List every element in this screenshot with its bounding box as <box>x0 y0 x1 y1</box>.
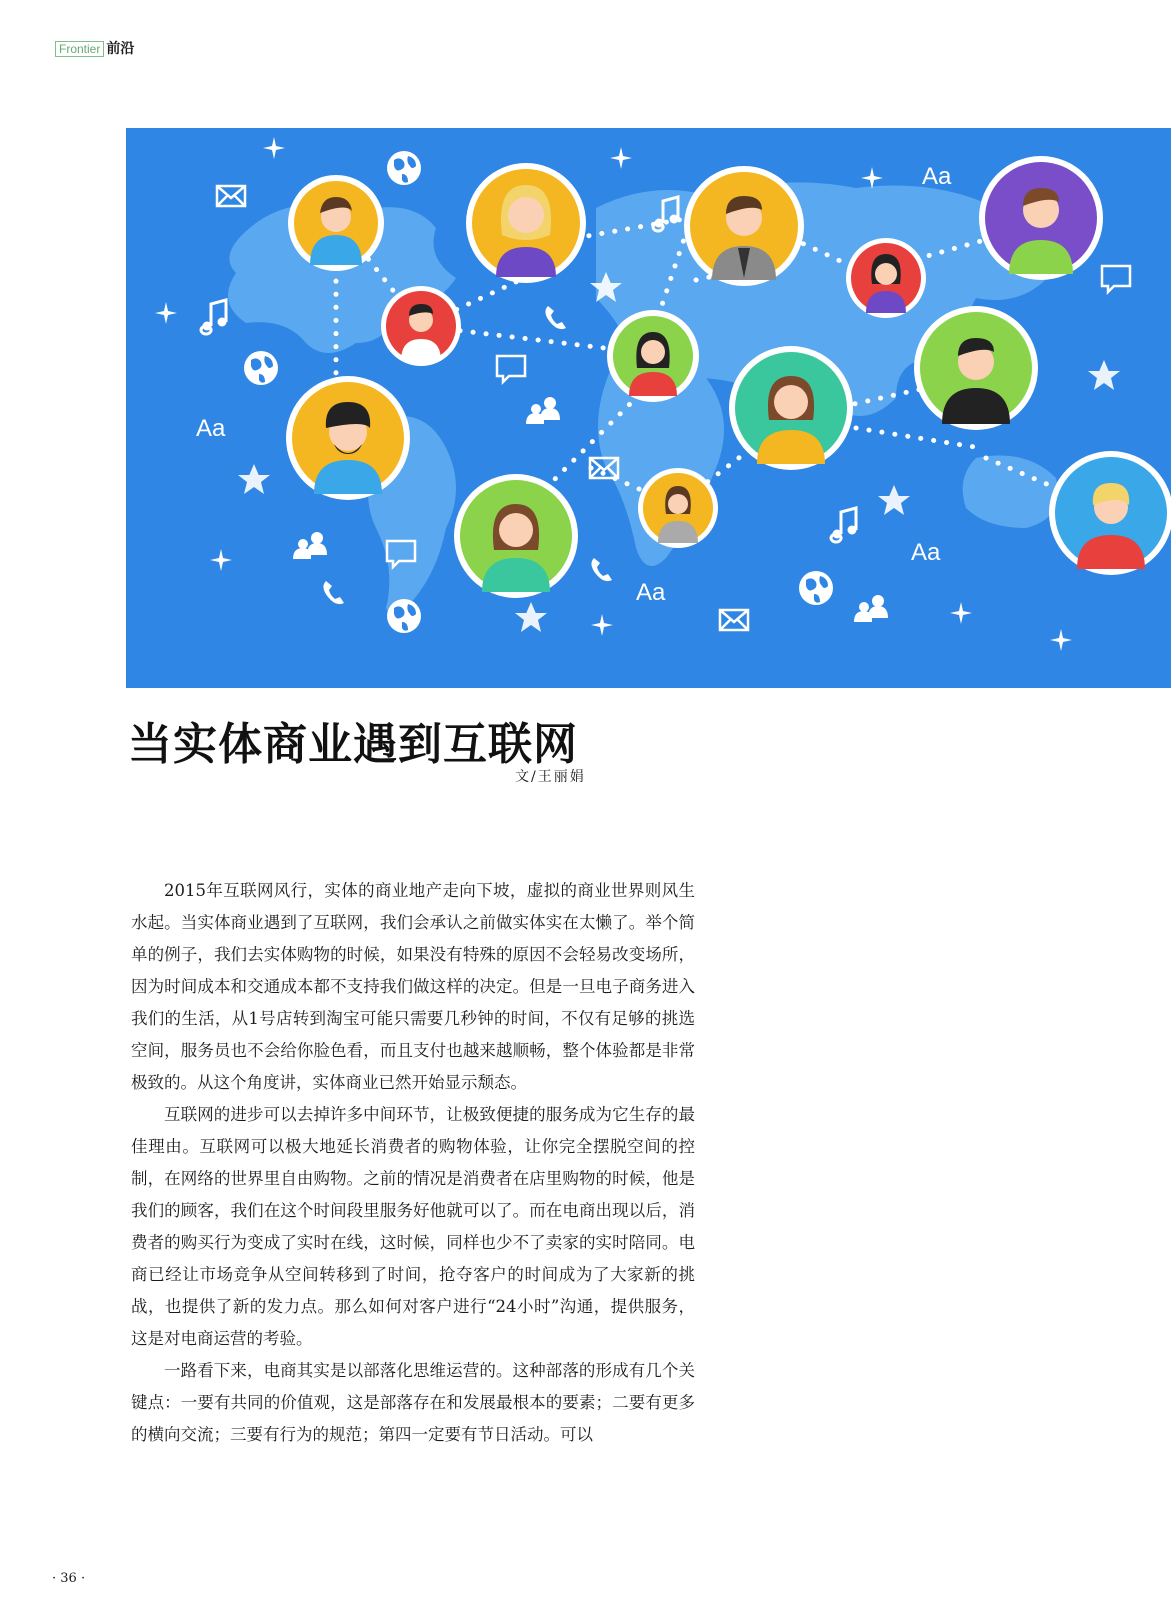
section-label-cn: 前沿 <box>106 41 135 57</box>
avatar <box>914 306 1038 430</box>
paragraph: 2015年互联网风行，实体的商业地产走向下坡，虚拟的商业世界则风生水起。当实体商业遇到了互联网，我们会承认之前做实体实在太懒了。举个简单的例子，我们去实体购物的时候，如果没有特殊的原因不会轻易改变场所，因为时间成本和交通成本都不支持我们做这样的决定。但是一旦电子商务进入我们的生活，从1号店转到淘宝可能只需要几秒钟的时间，不仅有足够的挑选空间，服务员也不会给你脸色看，而且支付也越来越顺畅，整个体验都是非常极致的。从这个角度讲，实体商业已然开始显示颓态。 <box>131 881 695 1092</box>
avatar <box>466 163 586 283</box>
section-tag-en: Frontier <box>55 41 104 57</box>
avatar <box>288 175 384 271</box>
paragraph: 互联网的进步可以去掉许多中间环节，让极致便捷的服务成为它生存的最佳理由。互联网可以极大地延长消费者的购物体验，让你完全摆脱空间的控制，在网络的世界里自由购物。之前的情况是消费者在店里购物的时候，他是我们的顾客，我们在这个时间段里服务好他就可以了。而在电商出现以后，消费者的购买行为变成了实时在线，这时候，同样也少不了卖家的实时陪同。电商已经让市场竞争从空间转移到了时间，抢夺客户的时间成为了大家新的挑战，也提供了新的发力点。那么如何对客户进行“24小时”沟通，提供服务，这是对电商运营的考验。 <box>131 1105 695 1348</box>
article-body <box>131 875 695 1451</box>
avatar <box>381 286 461 366</box>
avatar <box>979 156 1103 280</box>
paragraph: 一路看下来，电商其实是以部落化思维运营的。这种部落的形成有几个关键点：一要有共同的价值观，这是部落存在和发展最根本的要素；二要有更多的横向交流；三要有行为的规范；第四一定要有节日活动。可以 <box>131 1361 695 1444</box>
avatar <box>454 474 578 598</box>
avatar <box>729 346 853 470</box>
avatar <box>684 166 804 286</box>
avatar <box>607 310 699 402</box>
font-aa-icon: Aa <box>922 163 952 190</box>
avatar <box>286 376 410 500</box>
font-aa-icon: Aa <box>196 415 226 442</box>
avatar <box>846 238 926 318</box>
avatar <box>1049 451 1171 575</box>
hero-illustration <box>126 128 1171 688</box>
font-aa-icon: Aa <box>911 539 941 566</box>
article-title: 当实体商业遇到互联网 <box>128 719 578 770</box>
section-header <box>55 38 134 58</box>
article-byline: 文/王丽娟 <box>515 769 586 785</box>
font-aa-icon: Aa <box>636 579 666 606</box>
avatar <box>638 468 718 548</box>
page-number: · 36 · <box>52 1571 86 1586</box>
